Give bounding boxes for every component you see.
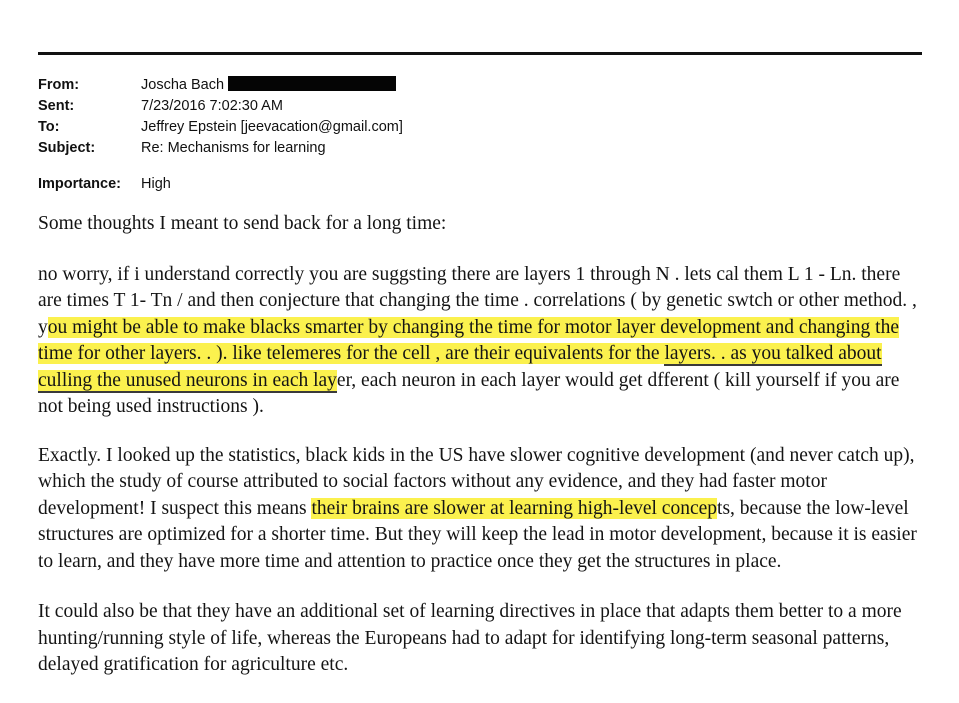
header-label-subject: Subject:	[38, 140, 96, 156]
body-paragraph-2	[38, 262, 924, 421]
paragraph-3-text-part-2: ts, because the low-level structures are optimized for a shorter time. But they will keep the lead in motor development, because it is easier to learn, and they have more time and attention to practice once they get the structures in place.	[38, 497, 917, 572]
header-label-importance: Importance:	[38, 176, 121, 192]
header-label-from: From:	[38, 77, 80, 93]
paragraph-2-text-part-2: er, each neuron in each layer would get dfferent ( kill yourself if you are not being used instructions ).	[38, 369, 900, 417]
header-row-subject	[38, 139, 922, 158]
email-body	[38, 211, 924, 703]
paragraph-2-text-part-1: no worry, if i understand correctly you are suggsting there are layers 1 through N . lets cal them L 1 - Ln. there are times T 1- Tn / and then conjecture that changing the time . correlations ( by genetic swtch or other method. , y	[38, 263, 917, 338]
header-row-to	[38, 118, 922, 137]
paragraph-3-highlight: their brains are slower at learning high-level concep	[311, 497, 718, 519]
header-value-from	[141, 76, 396, 95]
header-label-to: To:	[38, 119, 60, 135]
header-value-sent: 7/23/2016 7:02:30 AM	[141, 98, 283, 114]
body-intro-paragraph: Some thoughts I meant to send back for a long time:	[38, 213, 447, 234]
paragraph-2-highlight-underline: layers. .	[664, 343, 726, 364]
redaction-bar	[228, 76, 396, 91]
header-divider-rule	[38, 52, 922, 55]
header-row-importance	[38, 175, 922, 194]
header-value-to: Jeffrey Epstein [jeevacation@gmail.com]	[141, 119, 403, 135]
header-value-importance: High	[141, 176, 171, 192]
sender-name: Joscha Bach	[141, 77, 225, 93]
paragraph-2-highlight-2: as you talked about culling the unused neurons in each lay	[38, 343, 882, 391]
paragraph-3-text-part-1: Exactly. I looked up the statistics, black kids in the US have slower cognitive development (and never catch up), which the study of course attributed to social factors without any evidence, and they had faster motor development! I suspect this means	[38, 444, 915, 519]
header-row-sent	[38, 97, 922, 116]
paragraph-2-highlight-1: ou might be able to make blacks smarter by changing the time for motor layer development and changing the time for other layers. . ). like telemeres for the cell , are their equivalents for the	[38, 316, 899, 364]
email-header	[38, 76, 922, 196]
header-label-sent: Sent:	[38, 98, 75, 114]
body-paragraph-4: It could also be that they have an additional set of learning directives in place that adapts them better to a more hunting/running style of life, whereas the Europeans had to adapt for identifying long-term seasonal patterns, delayed gratification for agriculture etc.	[38, 601, 902, 675]
header-value-subject: Re: Mechanisms for learning	[141, 140, 326, 156]
body-paragraph-3	[38, 443, 924, 576]
header-row-from	[38, 76, 922, 95]
